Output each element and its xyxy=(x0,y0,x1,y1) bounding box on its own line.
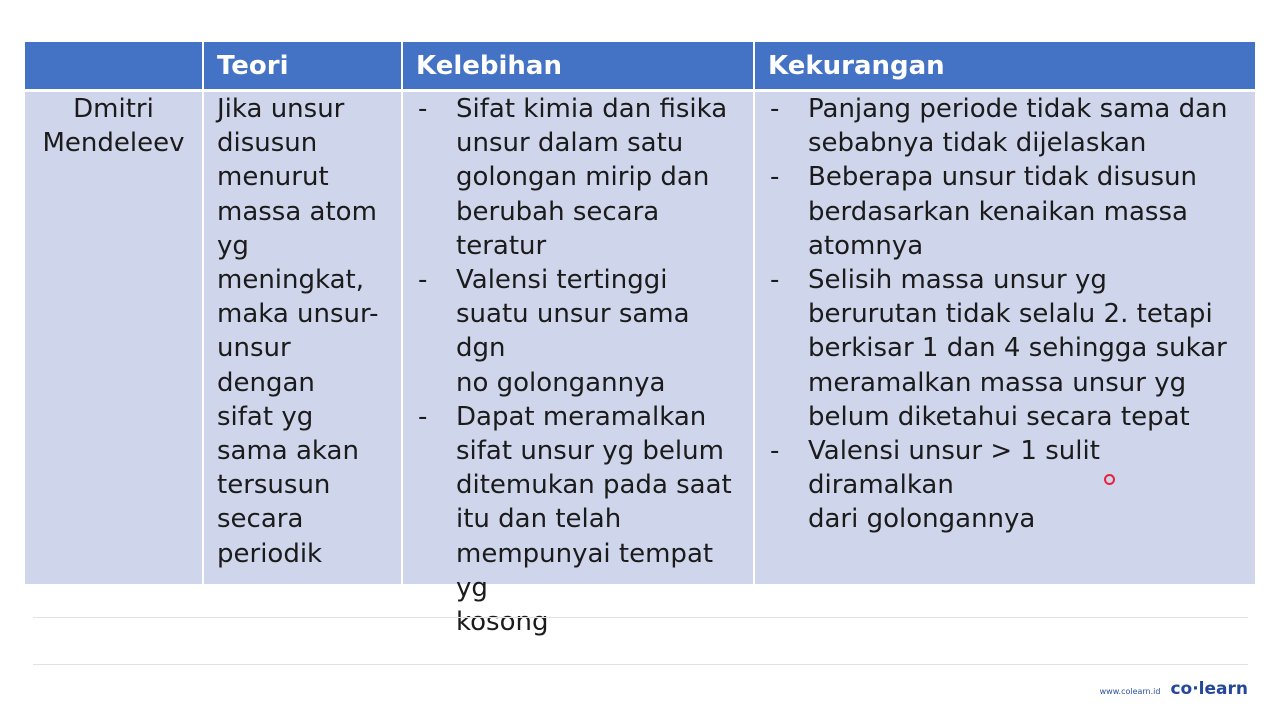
brand-url: www.colearn.id xyxy=(1099,687,1161,696)
disadvantage-item-line: atomnya xyxy=(808,230,924,261)
advantage-item xyxy=(414,92,745,263)
advantage-item-line: Dapat meramalkan xyxy=(456,401,707,432)
theory-line: maka unsur- xyxy=(217,299,379,330)
scientist-cell xyxy=(25,92,204,584)
pointer-cursor-icon xyxy=(1104,474,1115,485)
advantage-item-line: Valensi tertinggi xyxy=(456,265,668,296)
disadvantage-item-line: Selisih massa unsur yg xyxy=(808,265,1107,296)
theory-line: menurut xyxy=(217,162,329,193)
theory-line: periodik xyxy=(217,538,323,569)
disadvantage-item-line: meramalkan massa unsur yg xyxy=(808,367,1187,398)
disadvantage-item xyxy=(766,92,1247,160)
theory-cell xyxy=(204,92,403,584)
advantage-item-line: teratur xyxy=(456,230,547,261)
advantages-list xyxy=(403,92,753,639)
advantages-cell xyxy=(403,92,755,638)
advantage-item-line: kosong xyxy=(456,607,549,638)
theory-line: tersusun xyxy=(217,470,331,501)
advantage-item xyxy=(414,400,745,639)
brand-watermark xyxy=(1100,679,1248,699)
theory-line: sifat yg xyxy=(217,401,314,432)
header-empty xyxy=(25,42,204,92)
brand-logo: co·learn xyxy=(1170,679,1248,699)
advantage-item-line: unsur dalam satu xyxy=(456,128,684,159)
disadvantage-item-text xyxy=(808,434,1247,537)
header-kekurangan: Kekurangan xyxy=(755,42,1255,92)
disadvantage-item-text xyxy=(808,263,1247,434)
theory-line: massa atom xyxy=(217,196,377,227)
theory-line: secara xyxy=(217,504,304,535)
advantage-item-text xyxy=(456,263,745,400)
disadvantage-item-line: berkisar 1 dan 4 sehingga sukar xyxy=(808,333,1227,364)
advantage-item-line: Sifat kimia dan fisika xyxy=(456,94,728,124)
advantage-item-text xyxy=(456,400,745,639)
advantage-item xyxy=(414,263,745,400)
theory-line: yg xyxy=(217,230,249,261)
theory-line: sama akan xyxy=(217,436,359,467)
disadvantage-item-line: belum diketahui secara tepat xyxy=(808,401,1190,432)
advantage-item-line: mempunyai tempat yg xyxy=(456,538,714,603)
disadvantages-list xyxy=(755,92,1255,537)
disadvantage-item-line: Panjang periode tidak sama dan xyxy=(808,94,1228,124)
theory-text xyxy=(217,92,395,571)
theory-line: meningkat, xyxy=(217,265,364,296)
bullet-dash: - xyxy=(418,94,428,124)
disadvantage-item xyxy=(766,160,1247,263)
advantage-item-line: ditemukan pada saat xyxy=(456,470,732,501)
disadvantage-item-line: sebabnya tidak dijelaskan xyxy=(808,128,1147,159)
bullet-dash: - xyxy=(770,436,780,467)
theory-line: disusun xyxy=(217,128,318,159)
bullet-dash: - xyxy=(418,401,428,432)
footer-divider xyxy=(33,664,1248,665)
disadvantage-item-line: Beberapa unsur tidak disusun xyxy=(808,162,1198,193)
advantage-item-line: no golongannya xyxy=(456,367,666,398)
disadvantage-item-line: berdasarkan kenaikan massa xyxy=(808,196,1188,227)
header-teori: Teori xyxy=(204,42,403,92)
advantage-item-line: berubah secara xyxy=(456,196,660,227)
advantage-item-line: itu dan telah xyxy=(456,504,622,535)
advantage-item-line: suatu unsur sama dgn xyxy=(456,299,690,364)
bullet-dash: - xyxy=(418,265,428,296)
theory-line: unsur dengan xyxy=(217,333,315,398)
comparison-table xyxy=(25,42,1255,638)
theory-line: Jika unsur xyxy=(217,94,345,124)
disadvantage-item-line: berurutan tidak selalu 2. tetapi xyxy=(808,299,1213,330)
scientist-name-line: Mendeleev xyxy=(42,128,185,159)
disadvantage-item-line: dari golongannya xyxy=(808,504,1036,535)
disadvantage-item-line: Valensi unsur > 1 sulit diramalkan xyxy=(808,436,1100,501)
scientist-name-line: Dmitri xyxy=(73,94,154,124)
disadvantage-item-text xyxy=(808,160,1247,263)
disadvantage-item-text xyxy=(808,92,1247,160)
advantage-item-line: sifat unsur yg belum xyxy=(456,436,724,467)
header-kelebihan: Kelebihan xyxy=(403,42,755,92)
disadvantage-item xyxy=(766,434,1247,537)
advantage-item-text xyxy=(456,92,745,263)
bullet-dash: - xyxy=(770,162,780,193)
footer-divider xyxy=(33,617,1248,618)
disadvantages-cell xyxy=(755,92,1255,584)
bullet-dash: - xyxy=(770,94,780,124)
disadvantage-item xyxy=(766,263,1247,434)
advantage-item-line: golongan mirip dan xyxy=(456,162,710,193)
bullet-dash: - xyxy=(770,265,780,296)
